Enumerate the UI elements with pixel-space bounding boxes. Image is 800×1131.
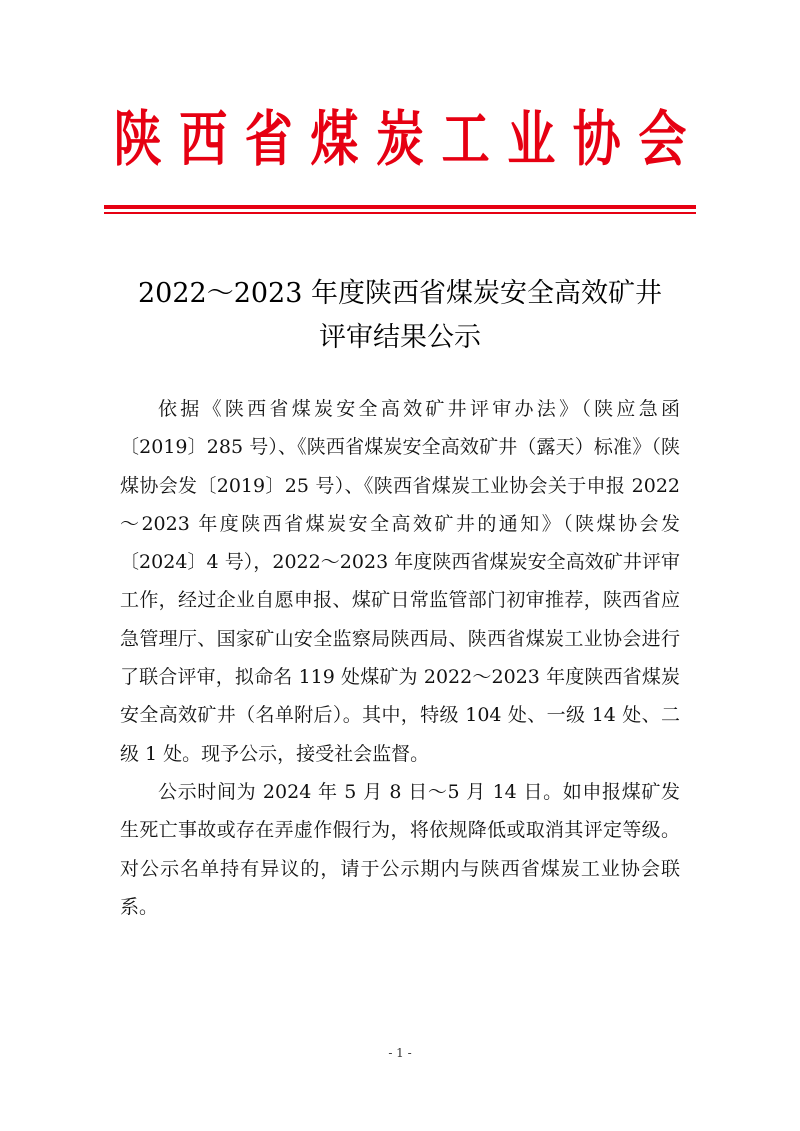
- body-paragraph-notice-period: 公示时间为 2024 年 5 月 8 日～5 月 14 日。如申报煤矿发生死亡事故或存在弄虚作假行为，将依规降低或取消其评定等级。对公示名单持有异议的，请于公示期内与陕西省煤炭工业协会联系。: [120, 780, 680, 918]
- letterhead-red-rule-thick: [104, 205, 696, 209]
- title-line-1: 2022～2023 年度陕西省煤炭安全高效矿井: [137, 278, 662, 309]
- letterhead-red-rule-thin: [104, 212, 696, 214]
- page-number: - 1 -: [388, 1046, 412, 1060]
- document-title: [60, 272, 740, 360]
- letterhead-org-name: 陕西省煤炭工业协会: [113, 105, 705, 175]
- body-paragraph-basis: 依据《陕西省煤炭安全高效矿井评审办法》（陕应急函〔2019〕285 号）、《陕西省煤炭安全高效矿井（露天）标准》（陕煤协会发〔2019〕25 号）、《陕西省煤炭工业协会关于申报 2022～2023 年度陕西省煤炭安全高效矿井的通知》（陕煤协会发〔2024〕4 号），2022～2023 年度陕西省煤炭安全高效矿井评审工作，经过企业自愿申报、煤矿日常监管部门初审推荐，陕西省应急管理厅、国家矿山安全监察局陕西局、陕西省煤炭工业协会进行了联合评审，拟命名 119 处煤矿为 2022～2023 年度陕西省煤炭安全高效矿井（名单附后）。其中，特级 104 处、一级 14 处、二级 1 处。现予公示，接受社会监督。: [120, 398, 680, 765]
- document-body: [120, 390, 680, 926]
- title-line-2: 评审结果公示: [319, 322, 481, 353]
